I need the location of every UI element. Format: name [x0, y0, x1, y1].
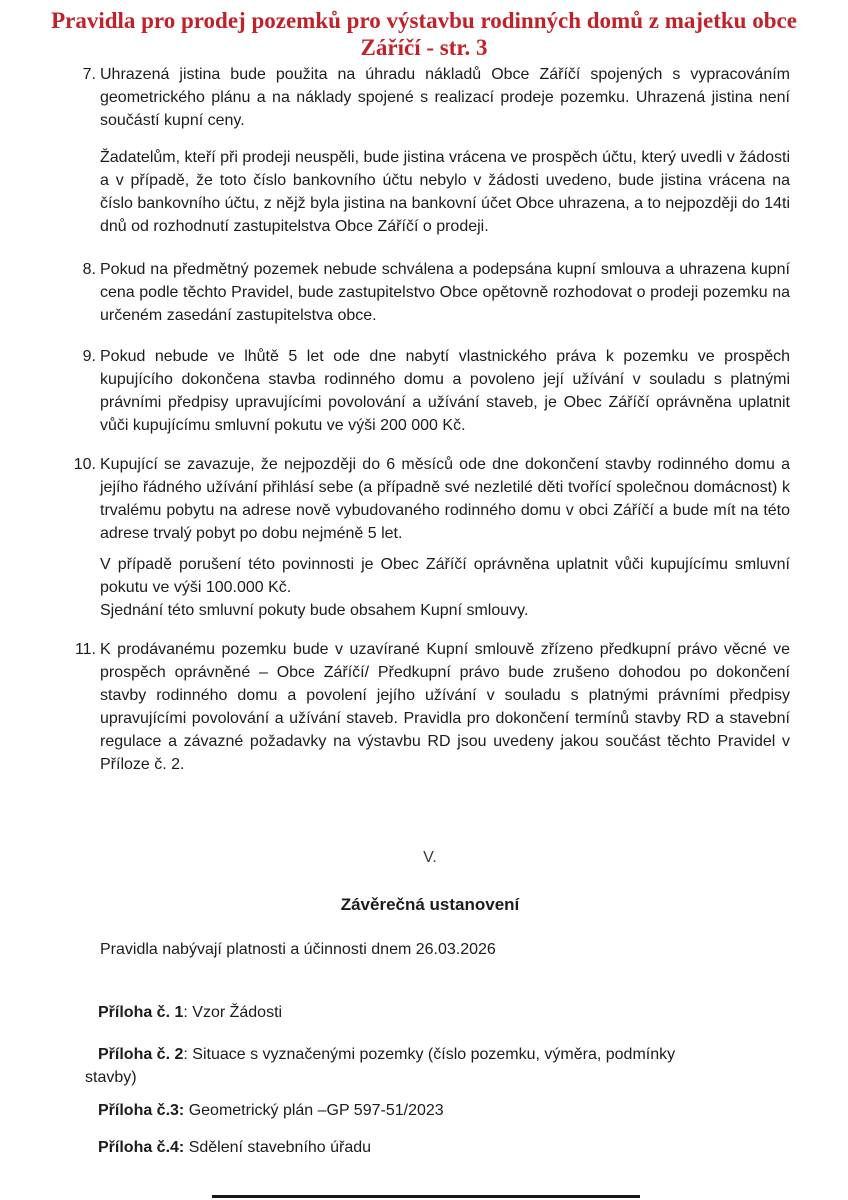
section-number: V.	[423, 849, 437, 866]
document-body	[0, 63, 848, 1159]
paragraph-8-text: Pokud na předmětný pozemek nebude schválena a podepsána kupní smlouva a uhrazena kupní cena podle těchto Pravidel, bude zastupitelstvo Obce opětovně rozhodovat o prodeji pozemku na určeném zasedání zastupitelstva obce.	[100, 261, 790, 324]
attachment-4-text: Sdělení stavebního úřadu	[184, 1139, 372, 1156]
paragraph-10-contract-note	[100, 599, 790, 622]
effective-date-line: Pravidla nabývají platnosti a účinnosti dnem 26.03.2026	[100, 941, 496, 958]
attachment-3-label: Příloha č.3:	[98, 1102, 185, 1119]
paragraph-11-text: K prodávanému pozemku bude v uzavírané Kupní smlouvě zřízeno předkupní právo věcné ve prospěch oprávněné – Obce Záříčí/ Předkupní právo bude zrušeno dohodou po dokončení stavby rodinného domu a povolení jejího užívání v souladu s platnými právními předpisy upravujícími povolování a užívání staveb. Pravidla pro dokončení termínů stavby RD a stavební regulace a závazné požadavky na výstavbu RD jsou uvedeny jakou součást těchto Pravidel v Příloze č. 2.	[100, 641, 790, 773]
attachment-1	[85, 1001, 725, 1024]
paragraph-7-number: 7.	[82, 66, 96, 83]
paragraph-9	[82, 345, 790, 437]
attachment-2-text: : Situace s vyznačenými pozemky (číslo pozemku, výměra, podmínky stavby)	[85, 1046, 676, 1086]
attachment-1-label: Příloha č. 1	[98, 1004, 184, 1021]
paragraph-7-text: Uhrazená jistina bude použita na úhradu nákladů Obce Záříčí spojených s vypracováním geometrického plánu a na náklady spojené s realizací prodeje pozemku. Uhrazená jistina není součástí kupní ceny.	[100, 66, 790, 129]
attachment-3-text: Geometrický plán –GP 597-51/2023	[184, 1102, 444, 1119]
paragraph-10-text: Kupující se zavazuje, že nejpozději do 6 měsíců ode dne dokončení stavby rodinného domu a jejího řádného užívání přihlásí sebe (a případně své nezletilé děti tvořící společnou domácnost) k trvalému pobytu na adrese nově vybudovaného rodinného domu v obci Záříčí a bude mít na této adrese trvalý pobyt po dobu nejméně 5 let.	[100, 456, 790, 542]
document-title	[0, 0, 848, 61]
paragraph-9-text: Pokud nebude ve lhůtě 5 let ode dne nabytí vlastnického práva k pozemku ve prospěch kupujícího dokončena stavba rodinného domu a povoleno její užívání v souladu s platnými právními předpisy upravujícími povolování a užívání staveb, je Obec Záříčí oprávněna uplatnit vůči kupujícímu smluvní pokutu ve výši 200 000 Kč.	[100, 348, 790, 434]
paragraph-7	[82, 63, 790, 132]
document-title-line1: Pravidla pro prodej pozemků pro výstavbu rodinných domů z majetku obce	[51, 8, 797, 33]
attachment-2	[85, 1043, 725, 1089]
paragraph-10-penalty-text: V případě porušení této povinnosti je Obec Záříčí oprávněna uplatnit vůči kupujícímu smluvní pokutu ve výši 100.000 Kč.	[100, 556, 790, 596]
paragraph-7-continuation	[100, 146, 790, 238]
closing-heading: Závěrečná ustanovení	[340, 895, 520, 914]
paragraph-7-continuation-text: Žadatelům, kteří při prodeji neuspěli, bude jistina vrácena ve prospěch účtu, který uvedli v žádosti a v případě, že toto číslo bankovního účtu nebylo v žádosti uvedeno, bude jistina vrácena na číslo bankovního účtu, z nějž byla jistina na bankovní účet Obce uhrazena, a to nejpozději do 14ti dnů od rozhodnutí zastupitelstva Obce Záříčí o prodeji.	[100, 149, 790, 235]
paragraph-8	[82, 258, 790, 327]
paragraph-8-number: 8.	[82, 261, 96, 278]
scan-artifact-line	[212, 1195, 640, 1198]
paragraph-10-contract-note-text: Sjednání této smluvní pokuty bude obsahem Kupní smlouvy.	[100, 602, 529, 619]
document-title-line2: Záříčí - str. 3	[360, 35, 488, 60]
attachment-4-label: Příloha č.4:	[98, 1139, 185, 1156]
paragraph-11-number: 11.	[74, 641, 96, 658]
attachment-4	[85, 1136, 725, 1159]
paragraph-10-number: 10.	[73, 456, 96, 473]
paragraph-9-number: 9.	[82, 348, 96, 365]
attachment-3	[85, 1099, 725, 1122]
attachment-1-text: : Vzor Žádosti	[183, 1004, 283, 1021]
paragraph-10-penalty	[100, 553, 790, 599]
paragraph-11	[74, 638, 790, 776]
paragraph-10	[73, 453, 790, 545]
attachment-2-label: Příloha č. 2	[98, 1046, 184, 1063]
